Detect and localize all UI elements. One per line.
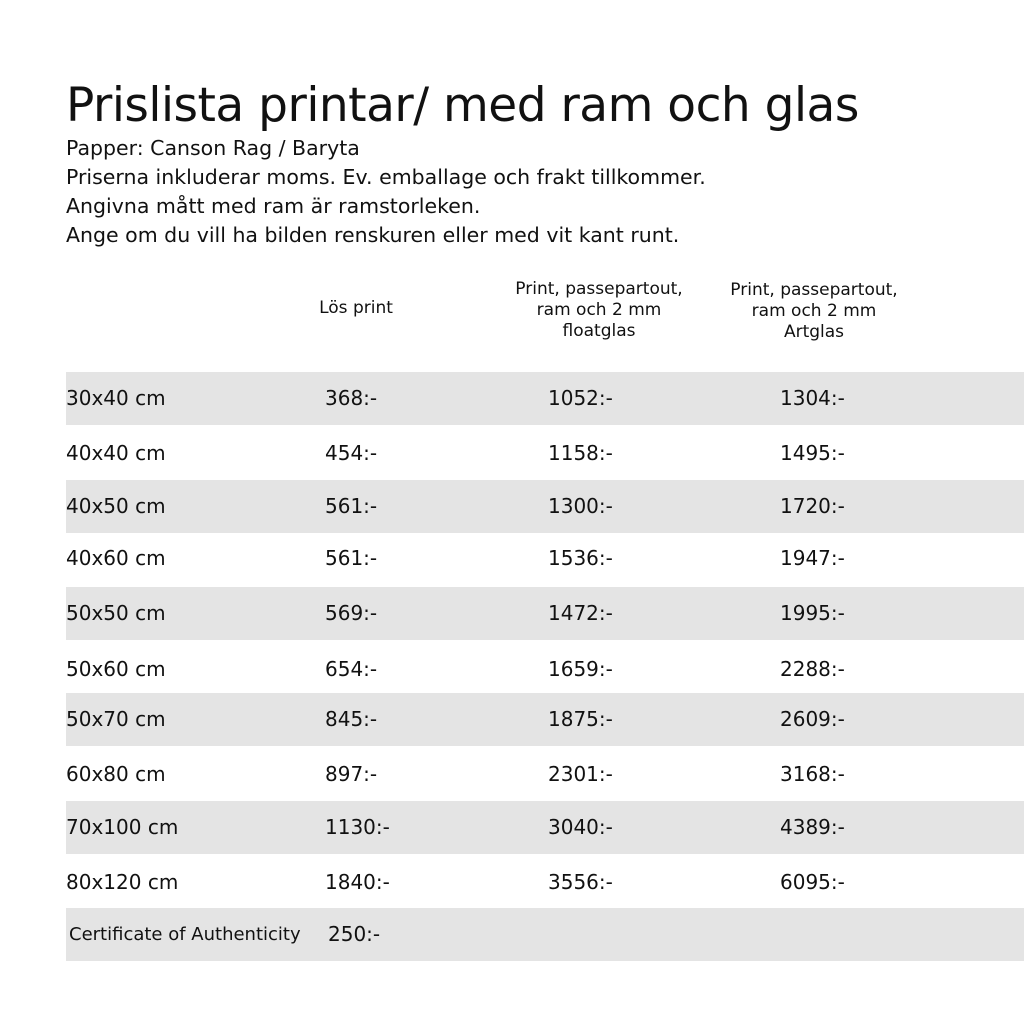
column-header-line: Lös print	[319, 298, 393, 318]
price-loose-print: 368:-	[325, 386, 378, 410]
price-artglas: 3168:-	[780, 762, 845, 786]
price-floatglas: 1300:-	[548, 494, 613, 518]
price-loose-print: 1840:-	[325, 870, 390, 894]
table-row	[66, 643, 1024, 696]
size-cell: 50x50 cm	[66, 601, 166, 625]
price-floatglas: 1052:-	[548, 386, 613, 410]
table-row	[66, 427, 1024, 480]
column-header-line: Artglas	[783, 322, 845, 342]
table-row	[66, 856, 1024, 909]
price-artglas: 2288:-	[780, 657, 845, 681]
size-cell: 50x60 cm	[66, 657, 166, 681]
price-floatglas: 1875:-	[548, 707, 613, 731]
price-loose-print: 561:-	[325, 494, 378, 518]
price-artglas: 6095:-	[780, 870, 845, 894]
size-cell: 60x80 cm	[66, 762, 166, 786]
table-row	[66, 748, 1024, 801]
size-cell: 50x70 cm	[66, 707, 166, 731]
price-floatglas: 1536:-	[548, 546, 613, 570]
price-artglas: 1947:-	[780, 546, 845, 570]
price-floatglas: 1472:-	[548, 601, 613, 625]
price-loose-print: 454:-	[325, 441, 378, 465]
price-loose-print: 561:-	[325, 546, 378, 570]
price-artglas: 1995:-	[780, 601, 845, 625]
price-floatglas: 3040:-	[548, 815, 613, 839]
price-floatglas: 1158:-	[548, 441, 613, 465]
size-cell: 70x100 cm	[66, 815, 179, 839]
price-artglas: 2609:-	[780, 707, 845, 731]
size-cell: 40x50 cm	[66, 494, 166, 518]
page-title: Prislista printar/ med ram och glas	[66, 78, 859, 133]
table-row	[66, 693, 1024, 746]
column-header-floatglas	[488, 279, 710, 342]
intro-line-paper: Papper: Canson Rag / Baryta	[66, 136, 360, 160]
column-header-line: Print, passepartout,	[730, 280, 898, 300]
column-header-artglas	[703, 280, 925, 343]
certificate-row	[66, 908, 1024, 961]
certificate-label: Certificate of Authenticity	[69, 924, 301, 945]
size-cell: 80x120 cm	[66, 870, 179, 894]
intro-line-vat: Priserna inkluderar moms. Ev. emballage och frakt tillkommer.	[66, 165, 706, 189]
column-header-line: Print, passepartout,	[515, 279, 683, 299]
column-header-line: ram och 2 mm	[751, 301, 877, 321]
intro-line-crop: Ange om du vill ha bilden renskuren eller med vit kant runt.	[66, 223, 680, 247]
price-loose-print: 654:-	[325, 657, 378, 681]
price-loose-print: 897:-	[325, 762, 378, 786]
price-floatglas: 3556:-	[548, 870, 613, 894]
price-artglas: 1495:-	[780, 441, 845, 465]
intro-line-frame-size: Angivna mått med ram är ramstorleken.	[66, 194, 481, 218]
table-row	[66, 801, 1024, 854]
column-header-line: floatglas	[562, 321, 636, 341]
size-cell: 40x40 cm	[66, 441, 166, 465]
price-loose-print: 1130:-	[325, 815, 390, 839]
table-row	[66, 532, 1024, 585]
price-loose-print: 569:-	[325, 601, 378, 625]
table-row	[66, 372, 1024, 425]
price-floatglas: 1659:-	[548, 657, 613, 681]
price-loose-print: 845:-	[325, 707, 378, 731]
price-artglas: 4389:-	[780, 815, 845, 839]
column-header-line: ram och 2 mm	[536, 300, 662, 320]
price-floatglas: 2301:-	[548, 762, 613, 786]
price-artglas: 1304:-	[780, 386, 845, 410]
price-artglas: 1720:-	[780, 494, 845, 518]
intro-text	[66, 134, 706, 250]
table-row	[66, 587, 1024, 640]
size-cell: 30x40 cm	[66, 386, 166, 410]
column-header-loose-print	[296, 298, 416, 319]
table-row	[66, 480, 1024, 533]
size-cell: 40x60 cm	[66, 546, 166, 570]
certificate-price: 250:-	[328, 922, 381, 946]
